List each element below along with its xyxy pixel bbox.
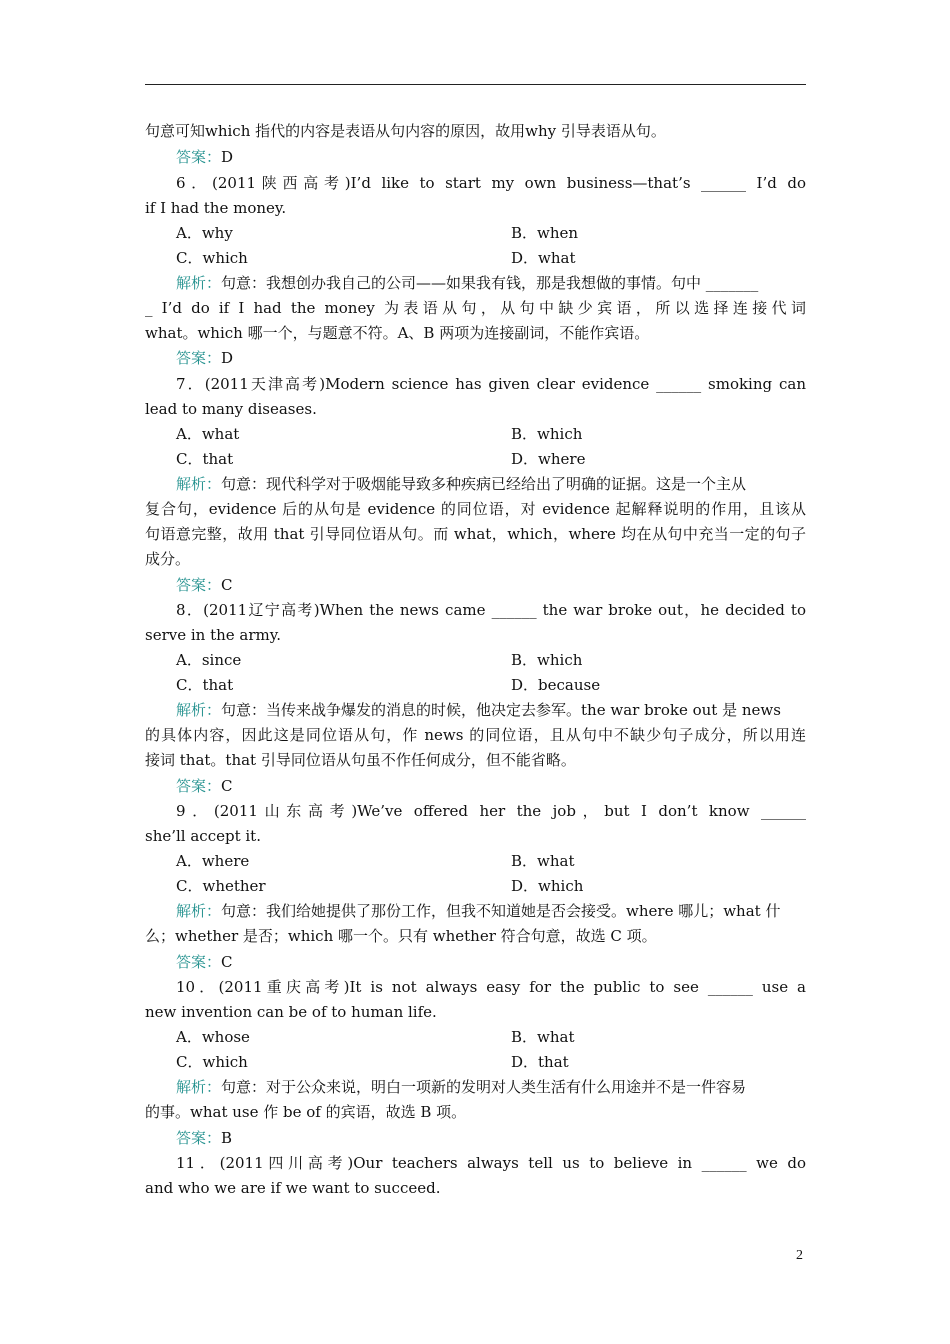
question-6-option-d: D．what — [511, 249, 576, 267]
question-7-option-a: A．what — [176, 425, 240, 443]
answer-label: 答案： — [176, 349, 222, 367]
question-7-stem: 7．(2011天津高考)Modern science has given clear evidence ______ smoking can — [176, 375, 806, 393]
question-6-option-b: B．when — [511, 224, 579, 242]
explanation-9-line-1 — [176, 901, 806, 921]
page-number: 2 — [796, 1248, 803, 1263]
explanation-label: 解析： — [176, 274, 222, 292]
explanation-6-line-1 — [176, 273, 806, 293]
answer-line — [176, 776, 806, 796]
explanation-line: 句意可知which 指代的内容是表语从句内容的原因，故用why 引导表语从句。 — [145, 122, 666, 140]
explanation-8-line-3: 接词 that。that 引导同位语从句虽不作任何成分，但不能省略。 — [145, 751, 576, 769]
question-9-option-a: A．where — [176, 852, 250, 870]
question-10-stem: 10．(2011重庆高考)It is not always easy for the public to see ______ use a — [176, 978, 806, 996]
question-11-stem-cont: and who we are if we want to succeed. — [145, 1179, 441, 1197]
question-8-option-d: D．because — [511, 676, 601, 694]
question-8-stem: 8．(2011辽宁高考)When the news came ______ the war broke out，he decided to — [176, 601, 806, 619]
explanation-7-line-3: 句语意完整，故用 that 引导同位语从句。而 what，which，where 均在从句中充当一定的句子 — [145, 525, 806, 543]
answer-label: 答案： — [176, 953, 222, 971]
explanation-label: 解析： — [176, 701, 222, 719]
question-8-option-b: B．which — [511, 651, 583, 669]
answer-value: D — [221, 349, 234, 367]
question-11-stem: 11．(2011四川高考)Our teachers always tell us to believe in ______ we do — [176, 1154, 806, 1172]
answer-label: 答案： — [176, 148, 222, 166]
header-rule — [145, 84, 806, 85]
answer-label: 答案： — [176, 1129, 222, 1147]
explanation-6-line-3: what。which 哪一个，与题意不符。A、B 两项为连接副词，不能作宾语。 — [145, 324, 650, 342]
question-10-option-a: A．whose — [176, 1028, 250, 1046]
explanation-label: 解析： — [176, 1078, 222, 1096]
explanation-7-line-4: 成分。 — [145, 550, 191, 568]
explanation-text: 句意：现代科学对于吸烟能导致多种疾病已经给出了明确的证据。这是一个主从 — [221, 475, 747, 493]
question-8-option-c: C．that — [176, 676, 234, 694]
answer-line — [176, 575, 806, 595]
answer-value: C — [221, 953, 233, 971]
explanation-10-line-1 — [176, 1077, 806, 1097]
explanation-text: 句意：当传来战争爆发的消息的时候，他决定去参军。the war broke out 是 news — [221, 701, 781, 719]
question-10-option-d: D．that — [511, 1053, 569, 1071]
question-9-stem-cont: she’ll accept it. — [145, 827, 261, 845]
answer-value: D — [221, 148, 234, 166]
answer-line — [176, 1128, 806, 1148]
explanation-label: 解析： — [176, 902, 222, 920]
explanation-text: 句意：我想创办我自己的公司——如果我有钱，那是我想做的事情。句中 _______ — [221, 274, 759, 292]
question-7-option-d: D．where — [511, 450, 586, 468]
answer-line — [176, 147, 806, 167]
question-9-option-d: D．which — [511, 877, 584, 895]
answer-line — [176, 952, 806, 972]
explanation-7-line-2: 复合句，evidence 后的从句是 evidence 的同位语，对 evidence 起解释说明的作用，且该从 — [145, 500, 806, 518]
explanation-6-line-2: _ I’d do if I had the money 为表语从句，从句中缺少宾语，所以选择连接代词 — [145, 299, 806, 317]
question-7-option-b: B．which — [511, 425, 583, 443]
question-6-option-c: C．which — [176, 249, 248, 267]
question-9-option-c: C．whether — [176, 877, 266, 895]
answer-label: 答案： — [176, 576, 222, 594]
answer-label: 答案： — [176, 777, 222, 795]
question-7-option-c: C．that — [176, 450, 234, 468]
question-9-option-b: B．what — [511, 852, 575, 870]
question-8-stem-cont: serve in the army. — [145, 626, 282, 644]
answer-line — [176, 348, 806, 368]
explanation-8-line-2: 的具体内容，因此这是同位语从句，作 news 的同位语，且从句中不缺少句子成分，所以用连 — [145, 726, 806, 744]
question-10-option-c: C．which — [176, 1053, 248, 1071]
explanation-label: 解析： — [176, 475, 222, 493]
question-6-option-a: A．why — [176, 224, 233, 242]
answer-value: C — [221, 576, 233, 594]
question-10-stem-cont: new invention can be of to human life. — [145, 1003, 437, 1021]
question-10-option-b: B．what — [511, 1028, 575, 1046]
explanation-8-line-1 — [176, 700, 806, 720]
question-9-stem: 9．(2011山东高考)We’ve offered her the job，but I don’t know ______ — [176, 802, 806, 820]
answer-value: C — [221, 777, 233, 795]
explanation-7-line-1 — [176, 474, 806, 494]
explanation-10-line-2: 的事。what use 作 be of 的宾语，故选 B 项。 — [145, 1103, 467, 1121]
question-6-stem: 6．(2011陕西高考)I’d like to start my own business—that’s ______ I’d do — [176, 174, 806, 192]
explanation-text: 句意：对于公众来说，明白一项新的发明对人类生活有什么用途并不是一件容易 — [221, 1078, 747, 1096]
question-8-option-a: A．since — [176, 651, 242, 669]
explanation-9-line-2: 么；whether 是否；which 哪一个。只有 whether 符合句意，故选 C 项。 — [145, 927, 657, 945]
explanation-text: 句意：我们给她提供了那份工作，但我不知道她是否会接受。where 哪儿；what 什 — [221, 902, 781, 920]
question-6-stem-cont: if I had the money. — [145, 199, 287, 217]
answer-value: B — [221, 1129, 233, 1147]
question-7-stem-cont: lead to many diseases. — [145, 400, 317, 418]
